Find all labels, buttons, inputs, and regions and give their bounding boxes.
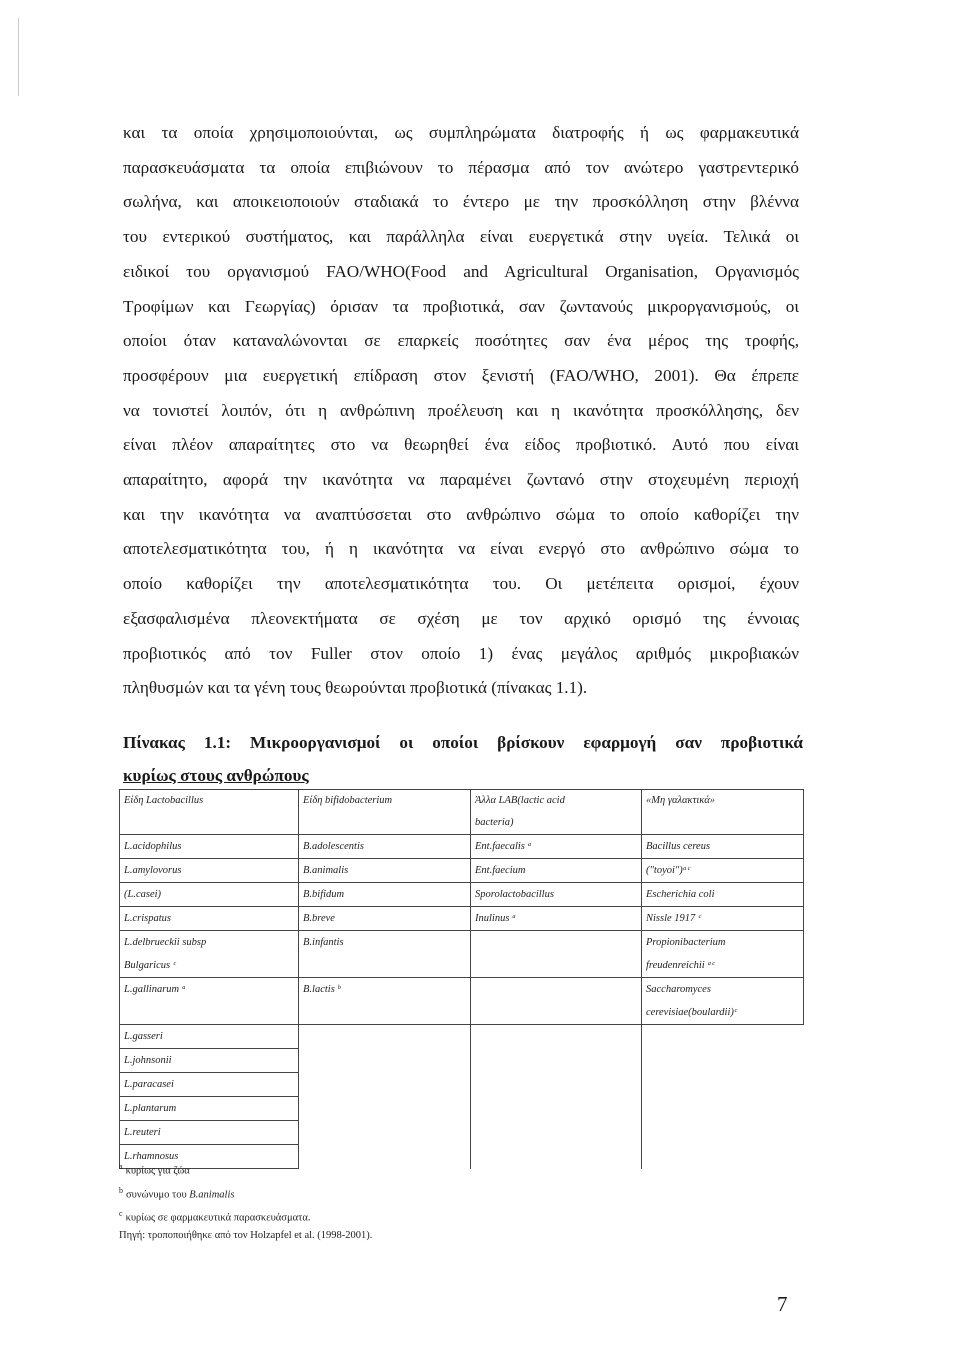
table-caption bbox=[123, 726, 803, 792]
table-row bbox=[120, 907, 804, 931]
cell-text: Propionibacterium bbox=[646, 937, 726, 948]
table-cell bbox=[299, 978, 471, 1025]
paragraph-line: ειδικοί του οργανισμού FAO/WHO(Food and Agricultural Organisation, Οργανισμός bbox=[123, 261, 799, 281]
paragraph-line: παρασκευάσματα τα οποία επιβιώνουν το πέρασμα από τον ανώτερο γαστρεντερικό bbox=[123, 157, 799, 177]
table-cell bbox=[471, 978, 642, 1025]
table-header-cell bbox=[471, 790, 642, 835]
table-cell bbox=[120, 1097, 299, 1121]
table-row bbox=[120, 1097, 804, 1121]
cell-text: L.crispatus bbox=[124, 913, 171, 924]
table-row bbox=[120, 859, 804, 883]
table-row bbox=[120, 1121, 804, 1145]
cell-text: L.gallinarum ᵃ bbox=[124, 984, 186, 995]
cell-text: Nissle 1917 ᶜ bbox=[646, 913, 701, 924]
table-row bbox=[120, 1049, 804, 1073]
table-empty-cell bbox=[299, 1145, 471, 1169]
table-empty-cell bbox=[471, 1049, 642, 1073]
cell-text: Ent.faecalis ᵃ bbox=[475, 841, 532, 852]
table-cell bbox=[471, 907, 642, 931]
table-cell bbox=[642, 907, 804, 931]
table-cell bbox=[299, 835, 471, 859]
cell-text: Ent.faecium bbox=[475, 865, 526, 876]
paragraph-line: και την ικανότητα να αναπτύσσεται στο ανθρώπινο σώμα το οποίο καθορίζει την bbox=[123, 504, 799, 524]
cell-text: Bulgaricus ᶜ bbox=[124, 960, 176, 971]
cell-text: cerevisiae(boulardii)ᶜ bbox=[646, 1007, 737, 1018]
paragraph-line: αποτελεσματικότητα του, ή η ικανότητα να είναι ενεργό στο ανθρώπινο σώμα το bbox=[123, 539, 799, 559]
cell-text: L.plantarum bbox=[124, 1103, 177, 1114]
paragraph-line: πληθυσμών και τα γένη τους θεωρούνται προβιοτικά (πίνακας 1.1). bbox=[123, 678, 588, 698]
table-empty-cell bbox=[299, 1121, 471, 1145]
paragraph-line: Τροφίμων και Γεωργίας) όρισαν τα προβιοτικά, σαν ζωντανούς μικροργανισμούς, οι bbox=[123, 296, 799, 316]
paragraph-line: να τονιστεί λοιπόν, ότι η ανθρώπινη προέλευση και η ικανότητα προσκόλλησης, δεν bbox=[123, 400, 799, 420]
header-text: «Μη γαλακτικά» bbox=[646, 795, 716, 806]
paragraph-line: είναι πλέον απαραίτητες στο να θεωρηθεί ένα είδος προβιοτικό. Αυτό που είναι bbox=[123, 435, 799, 455]
table-cell bbox=[642, 978, 804, 1025]
table-cell bbox=[642, 931, 804, 978]
table-row bbox=[120, 978, 804, 1025]
source-note: Πηγή: τροποποιήθηκε από τον Holzapfel et al. (1998-2001). bbox=[119, 1230, 373, 1241]
cell-text: Inulinus ᵃ bbox=[475, 913, 517, 924]
footnote-text: κυρίως σε φαρμακευτικά παρασκευάσματα. bbox=[125, 1212, 311, 1224]
page-number: 7 bbox=[777, 1292, 788, 1316]
cell-text: Escherichia coli bbox=[646, 889, 715, 900]
table-empty-cell bbox=[299, 1097, 471, 1121]
table-empty-cell bbox=[471, 1073, 642, 1097]
paragraph-line: οποίοι όταν καταναλώνονται σε επαρκείς ποσότητες σαν ένα μέρος της τροφής, bbox=[123, 331, 799, 351]
header-text: bacteria) bbox=[475, 817, 514, 828]
cell-text: L.gasseri bbox=[124, 1031, 163, 1042]
table-empty-cell bbox=[642, 1073, 804, 1097]
paragraph-line: σωλήνα, και αποικειοποιούν σταδιακά το έντερο με την προσκόλληση στην βλέννα bbox=[123, 192, 799, 212]
table-cell bbox=[299, 931, 471, 978]
cell-text: Saccharomyces bbox=[646, 984, 711, 995]
cell-text: B.infantis bbox=[303, 937, 344, 948]
table-cell bbox=[299, 859, 471, 883]
cell-text: B.lactis ᵇ bbox=[303, 984, 341, 995]
table-cell bbox=[299, 883, 471, 907]
paragraph-line: προβιοτικός από τον Fuller στον οποίο 1) ένας μεγάλος αριθμός μικροβιακών bbox=[123, 643, 799, 663]
cell-text: L.amylovorus bbox=[124, 865, 182, 876]
table-empty-cell bbox=[642, 1121, 804, 1145]
table-cell bbox=[120, 835, 299, 859]
paragraph-line: οποίο καθορίζει την αποτελεσματικότητα του. Οι μετέπειτα ορισμοί, έχουν bbox=[123, 574, 799, 594]
footnote-text: κυρίως για ζώα bbox=[125, 1165, 190, 1177]
table-cell bbox=[120, 978, 299, 1025]
paragraph-line: του εντερικού συστήματος, και παράλληλα είναι ευεργετικά στην υγεία. Τελικά οι bbox=[123, 227, 799, 247]
table-cell bbox=[120, 1121, 299, 1145]
cell-text: L.delbrueckii subsp bbox=[124, 937, 207, 948]
table-cell bbox=[471, 859, 642, 883]
table-empty-cell bbox=[471, 1097, 642, 1121]
table-cell bbox=[642, 883, 804, 907]
table-row bbox=[120, 1073, 804, 1097]
cell-text: Sporolactobacillus bbox=[475, 889, 554, 900]
table-header-cell bbox=[120, 790, 299, 835]
probiotics-table bbox=[119, 789, 804, 1169]
table-row bbox=[120, 835, 804, 859]
footnote-c bbox=[119, 1209, 310, 1224]
cell-text: (L.casei) bbox=[124, 889, 162, 900]
table-cell bbox=[120, 1073, 299, 1097]
table-empty-cell bbox=[471, 1121, 642, 1145]
cell-text: B.animalis bbox=[303, 865, 349, 876]
cell-text: L.paracasei bbox=[124, 1079, 174, 1090]
table-empty-cell bbox=[642, 1049, 804, 1073]
footnote-mark: c bbox=[119, 1209, 123, 1218]
body-paragraph bbox=[123, 116, 799, 706]
cell-text: Bacillus cereus bbox=[646, 841, 711, 852]
table-cell bbox=[471, 835, 642, 859]
table-header-cell bbox=[299, 790, 471, 835]
cell-text: L.rhamnosus bbox=[124, 1151, 179, 1162]
paragraph-line: προσφέρουν μια ευεργετική επίδραση στον ξενιστή (FAO/WHO, 2001). Θα έπρεπε bbox=[123, 365, 799, 385]
table-cell bbox=[299, 907, 471, 931]
cell-text: ("toyoi")ᵃᶜ bbox=[646, 865, 690, 876]
table-cell bbox=[642, 835, 804, 859]
paragraph-line: εξασφαλισμένα πλεονεκτήματα σε σχέση με τον αρχικό ορισμό της έννοιας bbox=[123, 608, 799, 628]
footnote-mark: b bbox=[119, 1186, 123, 1195]
table-header-cell bbox=[642, 790, 804, 835]
table-cell bbox=[120, 907, 299, 931]
header-text: Είδη Lactobacillus bbox=[124, 795, 204, 806]
footnote-italic: B.animalis bbox=[189, 1189, 235, 1201]
header-text: Είδη bifidobacterium bbox=[303, 795, 393, 806]
table-caption-line-1: Πίνακας 1.1: Μικροοργανισμοί οι οποίοι βρίσκουν εφαρμογή σαν προβιοτικά bbox=[123, 733, 803, 752]
paragraph-line: απαραίτητο, αφορά την ικανότητα να παραμένει ζωντανό στην στοχευμένη περιοχή bbox=[123, 470, 799, 490]
footnote-b bbox=[119, 1186, 234, 1201]
table-cell bbox=[120, 931, 299, 978]
table-empty-cell bbox=[471, 1145, 642, 1169]
footnote-text: συνώνυμο του bbox=[126, 1189, 190, 1201]
cell-text: L.johnsonii bbox=[124, 1055, 172, 1066]
table-cell bbox=[642, 859, 804, 883]
table-row bbox=[120, 931, 804, 978]
table-empty-cell bbox=[471, 1025, 642, 1049]
table-empty-cell bbox=[299, 1073, 471, 1097]
cell-text: B.breve bbox=[303, 913, 335, 924]
table-cell bbox=[120, 1049, 299, 1073]
table-cell bbox=[471, 931, 642, 978]
table-row bbox=[120, 883, 804, 907]
table-empty-cell bbox=[642, 1025, 804, 1049]
table-cell bbox=[120, 883, 299, 907]
table-empty-cell bbox=[642, 1097, 804, 1121]
scan-edge-line bbox=[18, 18, 19, 96]
cell-text: B.adolescentis bbox=[303, 841, 364, 852]
table-row bbox=[120, 1025, 804, 1049]
table-empty-cell bbox=[642, 1145, 804, 1169]
table-caption-line-2: κυρίως στους ανθρώπους bbox=[123, 766, 309, 785]
table-empty-cell bbox=[299, 1025, 471, 1049]
table-empty-cell bbox=[299, 1049, 471, 1073]
cell-text: L.acidophilus bbox=[124, 841, 182, 852]
cell-text: freudenreichii ᵃᶜ bbox=[646, 960, 715, 971]
cell-text: L.reuteri bbox=[124, 1127, 161, 1138]
table-header-row bbox=[120, 790, 804, 835]
table-row bbox=[120, 1145, 804, 1169]
paragraph-line: και τα οποία χρησιμοποιούνται, ως συμπληρώματα διατροφής ή ως φαρμακευτικά bbox=[123, 123, 799, 142]
table-cell bbox=[120, 1025, 299, 1049]
table-cell bbox=[120, 859, 299, 883]
footnote-a bbox=[119, 1162, 190, 1177]
cell-text: B.bifidum bbox=[303, 889, 345, 900]
header-text: Άλλα LAB(lactic acid bbox=[475, 795, 565, 806]
footnote-mark: a bbox=[119, 1162, 123, 1171]
table-cell bbox=[471, 883, 642, 907]
